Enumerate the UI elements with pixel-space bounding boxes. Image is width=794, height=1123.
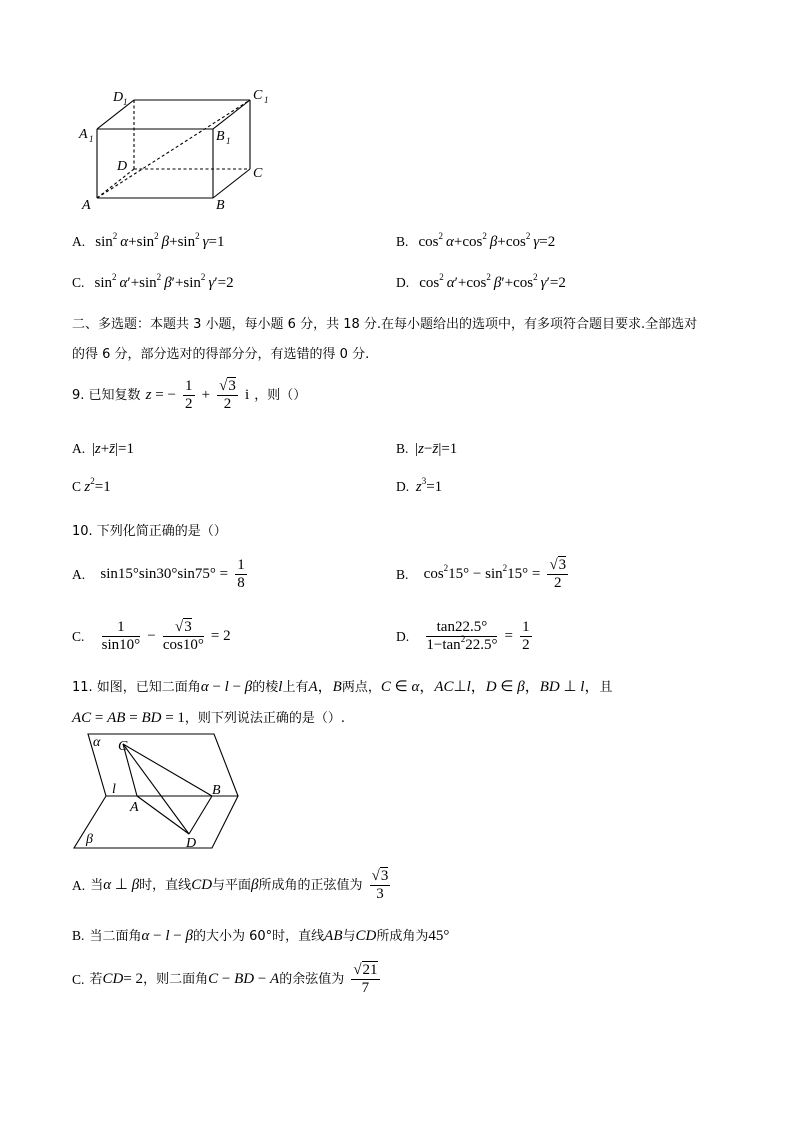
box-figure bbox=[75, 85, 275, 220]
q10-stem: 10. 下列化简正确的是（） bbox=[72, 524, 227, 539]
label-A1: A bbox=[79, 127, 88, 142]
q8-option-B: B. $\cos^2 \alpha+\cos^2$ $\beta+\cos^2$ γ=2 bbox=[396, 231, 556, 250]
svg-text:1: 1 bbox=[123, 97, 128, 107]
label-D: D bbox=[117, 159, 128, 174]
q11-stem-line2: AC = AB = BD = 1，则下列说法正确的是（）. bbox=[72, 710, 346, 726]
q9-option-B: B. |z−z̄|=1 bbox=[396, 441, 458, 457]
q9-stem: 9. 已知复数 z = − $\frac{1}{2}$ + $\frac{√3}{2}$ i ，则（） bbox=[72, 378, 307, 412]
q11-option-A: A. 当α ⊥ β时，直线CD与平面β所成角的正弦值为 $\frac{√3}{3}$ bbox=[72, 868, 389, 902]
label-B-pt: B bbox=[212, 783, 221, 798]
svg-text:1: 1 bbox=[226, 136, 231, 146]
label-A: A bbox=[82, 198, 91, 213]
label-B1: B bbox=[216, 129, 225, 144]
q11-option-C: C. 若CD= 2，则二面角C − BD − A的余弦值为 $\frac{√21}{7}$ bbox=[72, 962, 378, 996]
label-C: C bbox=[253, 166, 263, 181]
label-A-pt: A bbox=[130, 800, 139, 815]
q9-option-C: C $z^2=1$ bbox=[72, 476, 111, 495]
label-B: B bbox=[216, 198, 225, 213]
q9-option-A: A. |z+z̄|=1 bbox=[72, 441, 135, 457]
q8-option-A: A. $\sin^2 \alpha+\sin^2$ $\beta+\sin^2$ γ=1 bbox=[72, 231, 225, 250]
q11-stem-line1: 11. 如图，已知二面角α − l − β的棱l上有A，B两点，C ∈ α，AC⊥l，D ∈ β，BD ⊥ l，且 bbox=[72, 679, 613, 695]
label-beta: β bbox=[86, 832, 93, 847]
svg-text:1: 1 bbox=[89, 134, 94, 144]
label-C-pt: C bbox=[118, 739, 128, 754]
q10-option-A: A. sin15°sin30°sin75° = $\frac{1}{8}$ bbox=[72, 557, 245, 591]
label-C1: C bbox=[253, 88, 263, 103]
q10-option-D: D. $\frac{\tan 22.5^\circ}{1-\tan^222.5^\circ}$ = $\frac{1}{2}$ bbox=[396, 619, 530, 653]
label-D-pt: D bbox=[186, 836, 197, 851]
q9-option-D: D. $z^3=1$ bbox=[396, 476, 443, 495]
dihedral-figure bbox=[66, 730, 246, 855]
label-alpha: α bbox=[93, 735, 101, 750]
section2-line1: 二、多选题：本题共 3 小题，每小题 6 分，共 18 分.在每小题给出的选项中，有多项符合题目要求.全部选对 bbox=[72, 317, 698, 332]
q8-option-C: C. $\sin^2 \alpha'+\sin^2$ $\beta'+\sin^2$ γ′=2 bbox=[72, 272, 234, 291]
q10-option-C: C. $\frac{1}{\sin 10^\circ}$ − $\frac{√3}{\cos 10^\circ}$ = 2 bbox=[72, 619, 231, 653]
q8-option-D: D. $\cos^2 \alpha'+\cos^2$ $\beta'+\cos^2$ γ′=2 bbox=[396, 272, 566, 291]
label-l: l bbox=[112, 782, 116, 797]
label-D1: D bbox=[113, 90, 124, 105]
section2-line2: 的得 6 分，部分选对的得部分分，有选错的得 0 分. bbox=[72, 347, 370, 362]
svg-text:1: 1 bbox=[264, 95, 269, 105]
q11-option-B: B. 当二面角α − l − β的大小为 60°时，直线AB与CD所成角为45° bbox=[72, 928, 450, 944]
q10-option-B: B. $\cos^215^\circ - \sin^215^\circ$ = $\frac{√3}{2}$ bbox=[396, 557, 567, 591]
